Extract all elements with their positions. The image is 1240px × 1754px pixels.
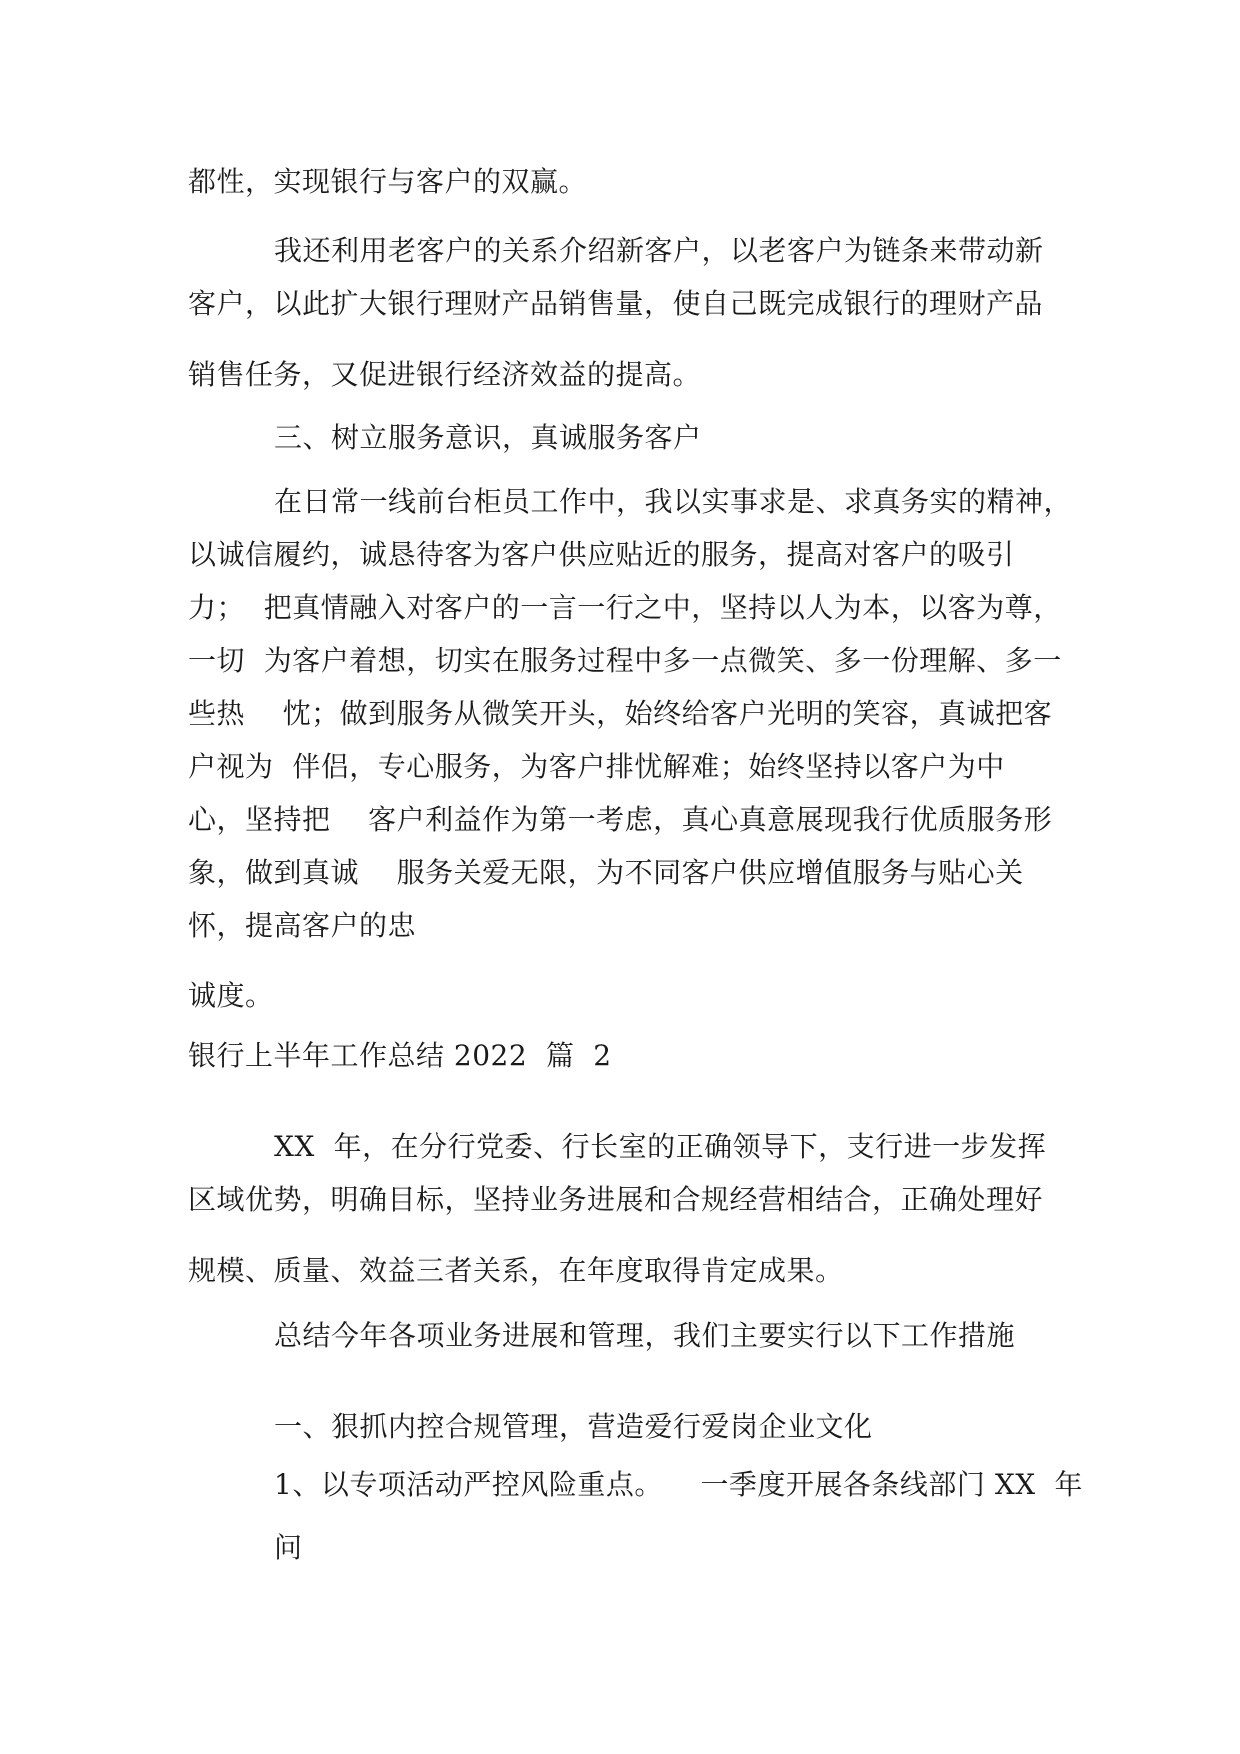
paragraph-first-line: 在日常一线前台柜员工作中，我以实事求是、求真务实的精神， [274, 485, 1073, 518]
text-line: 怀，提高客户的忠 [188, 909, 417, 942]
list-item: 1、以专项活动严控风险重点。 一季度开展各条线部门 XX 年 [274, 1468, 1083, 1501]
text-line: 问 [274, 1531, 303, 1564]
section-heading: 一、狠抓内控合规管理，营造爱行爱岗企业文化 [274, 1410, 873, 1443]
text-line: 象，做到真诚 服务关爱无限，为不同客户供应增值服务与贴心关 [188, 856, 1024, 889]
paragraph-first-line: XX 年，在分行党委、行长室的正确领导下，支行进一步发挥 [274, 1130, 1047, 1163]
text-line: 力； 把真情融入对客户的一言一行之中，坚持以人为本，以客为尊， [188, 591, 1062, 624]
text-line: 诚度。 [188, 979, 274, 1012]
text-line: 一切 为客户着想，切实在服务过程中多一点微笑、多一份理解、多一 [188, 644, 1062, 677]
section-heading: 三、树立服务意识，真诚服务客户 [274, 421, 702, 454]
text-line: 客户，以此扩大银行理财产品销售量，使自己既完成银行的理财产品 [188, 287, 1044, 320]
text-line: 规模、质量、效益三者关系，在年度取得肯定成果。 [188, 1254, 844, 1287]
paragraph-first-line: 我还利用老客户的关系介绍新客户，以老客户为链条来带动新 [274, 234, 1044, 267]
text-line: 销售任务，又促进银行经济效益的提高。 [188, 358, 702, 391]
article-title: 银行上半年工作总结 2022 篇 2 [188, 1039, 612, 1072]
paragraph-first-line: 总结今年各项业务进展和管理，我们主要实行以下工作措施 [274, 1319, 1016, 1352]
text-line: 都性，实现银行与客户的双赢。 [188, 165, 588, 198]
text-line: 心，坚持把 客户利益作为第一考虑，真心真意展现我行优质服务形 [188, 803, 1053, 836]
text-line: 以诚信履约，诚恳待客为客户供应贴近的服务，提高对客户的吸引 [188, 538, 1015, 571]
text-line: 些热 忱；做到服务从微笑开头，始终给客户光明的笑容，真诚把客 [188, 697, 1053, 730]
text-line: 区域优势，明确目标，坚持业务进展和合规经营相结合，正确处理好 [188, 1183, 1044, 1216]
text-line: 户视为 伴侣，专心服务，为客户排忧解难；始终坚持以客户为中 [188, 750, 1005, 783]
